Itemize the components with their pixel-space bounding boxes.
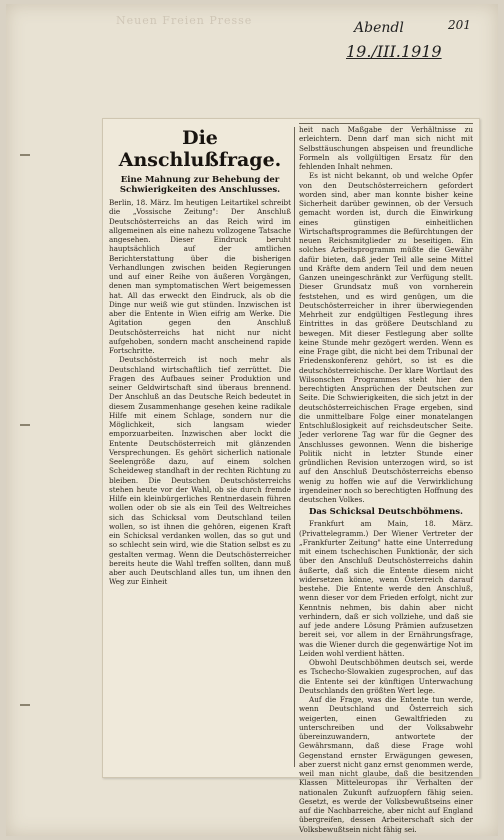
paragraph: Frankfurt am Main, 18. März. (Privattelegramm.) Der Wiener Vertreter der „Frankfurter Zeitung" hatte eine Unterredung mit einem tschechischen Funktionär, der sich über den Anschluß Deutschösterreichs dahin äußerte, daß sich die Entente diesem nicht widersetzen könne, wenn Österreich darauf bestehe. Die Entente werde den Anschluß, wenn dieser vor dem Frieden erfolgt, nicht zur Kenntnis nehmen, bis dahin aber nicht verhindern, daß er sich vollziehe, und daß sie auf jede andere Lösung Prämien aufzusetzen bereit sei, vor allem in der Ernährungsfrage, was die Wiener durch die gegenwärtige Not im Leiden wohl verdient hätten.	[299, 519, 473, 658]
paragraph: Auf die Frage, was die Entente tun werde, wenn Deutschland und Österreich sich weigerten, einen Gewaltfrieden zu unterschreiben und der Volksabwehr übereinzuwandern, antwortete der Gewährsmann, daß diese Frage wohl Gegenstand ernster Erwägungen gewesen, aber zuerst nicht ganz ernst genommen werde, weil man nicht glaube, daß die besitzenden Klassen Mitteleuropas ihr Verhalten der nationalen Zukunft aufzuopfern fähig seien. Gesetzt, es werde der Volksbewußtseins einer auf die Nachbarreiche, aber nicht auf England übergreifen, dessen Arbeiterschaft sich der Volksbewußtsein nicht fähig sei.	[299, 695, 473, 834]
paragraph: heit nach Maßgabe der Verhältnisse zu erleichtern. Denn darf man sich nicht mit Selbsttäuschungen abspeisen und freundliche Formeln als vollgültigen Ersatz für den fehlenden Inhalt nehmen.	[299, 125, 473, 171]
paragraph: Berlin, 18. März. Im heutigen Leitartikel schreibt die „Vossische Zeitung": Der Anschluß Deutschösterreichs an das Reich wird im allgemeinen als eine nahezu vollzogene Tatsache angesehen. Dieser Eindruck beruht hauptsächlich auf der amtlichen Berichterstattung über die bisherigen Verhandlungen zwischen beiden Regierungen und auf einer Reihe von äußeren Vorgängen, denen man symptomatischen Wert beigemessen hat. All das erweckt den Eindruck, als ob die Dinge nur weiß wie gut stünden. Inzwischen ist aber die Entente in Wien eifrig am Werke. Die Agitation gegen den Anschluß Deutschösterreichs hat nicht nur nicht aufgehoben, sondern macht anscheinend rapide Fortschritte.	[109, 198, 291, 355]
top-rule	[299, 123, 473, 124]
margin-mark	[20, 154, 30, 156]
article-headline: Die Anschlußfrage.	[118, 127, 282, 171]
faint-masthead: Neuen Freien Presse	[116, 14, 253, 27]
newspaper-clipping	[102, 118, 480, 834]
paragraph: Obwohl Deutschböhmen deutsch sei, werde es Tschecho-Slowakien zugesprochen, auf das die Entente sei der künftigen Unterwachung Deutschlands den größten Wert lege.	[299, 658, 473, 695]
right-column	[299, 125, 473, 834]
handwritten-date: 19./III.1919	[346, 42, 442, 61]
paragraph: Deutschösterreich ist noch mehr als Deutschland wirtschaftlich tief zerrüttet. Die Fragen des Aufbaues seiner Produktion und seiner Geldwirtschaft sind überaus brennend. Der Anschluß an das Deutsche Reich bedeutet in diesem Zusammenhange gesehen keine radikale Hilfe mit einem Schlage, sondern nur die Möglichkeit, sich langsam wieder emporzuarbeiten. Inzwischen aber lockt die Entente Deutschösterreich mit glänzenden Versprechungen. Es gehört sicherlich nationale Seelengröße dazu, auf einem solchen Scheideweg standhaft in der rechten Richtung zu bleiben. Die Deutschen Deutschösterreichs stehen heute vor der Wahl, ob sie durch fremde Hilfe ein kleinbürgerliches Rentnerdasein führen wollen oder ob sie als ein Teil des Weltreiches sich das Schicksal vom Deutschland teilen wollen, so ist ihnen die gehören, eigenen Kraft ein Schicksal verdanken wollen, das so gut und so schlecht sein wird, wie die Station selbst es zu gestalten vermag. Wenn die Deutschösterreicher bereits heute die Wahl treffen sollten, dann muß aber auch Deutschland alles tun, um ihnen den Weg zur Einheit	[109, 355, 291, 587]
section-title: Das Schicksal Deutschböhmens.	[308, 507, 464, 518]
margin-mark	[20, 424, 30, 426]
handwritten-author-note: Abendl	[354, 20, 404, 36]
column-rule	[294, 127, 295, 767]
margin-mark	[20, 704, 30, 706]
left-column	[109, 125, 291, 769]
article-subheadline: Eine Mahnung zur Behebung der Schwierigkeiten des Anschlusses.	[119, 175, 281, 195]
paragraph: Es ist nicht bekannt, ob und welche Opfer von den Deutschösterreichern gefordert worden sind, aber man konnte bisher keine Sicherheit darüber gewinnen, ob der Versuch gemacht worden ist, durch die Einwirkung eines günstigen einheitlichen Wirtschaftsprogrammes die Befürchtungen der neuen Reichsmitglieder zu beseitigen. Ein solches Arbeitsprogramm müßte die Gewähr dafür bieten, daß jeder Teil alle seine Mittel und Kräfte dem andern Teil und dem neuen Ganzen uneingeschränkt zur Verfügung stellt. Dieser Grundsatz muß von vornherein feststehen, und es wird genügen, um die Deutschösterreicher in ihrer überwiegenden Mehrheit zur endgültigen Festlegung ihres Eintrittes in das größere Deutschland zu bewegen. Mit dieser Festlegung aber sollte keine Stunde mehr gezögert werden. Wenn es eine Frage gibt, die nicht bei dem Tribunal der Friedenskonferenz gehört, so ist es die deutschösterreichische. Der klare Wortlaut des Wilsonschen Programmes steht hier den berechtigten Ansprüchen der Deutschen zur Seite. Die Schwierigkeiten, die sich jetzt in der deutschösterreichischen Frage ergeben, sind die unmittelbare Folge einer monatelangen Entschlußlosigkeit auf reichsdeutscher Seite. Jeder verlorene Tag war für die Gegner des Anschlusses gewonnen. Wenn die bisherige Politik nicht in letzter Stunde einer gründlichen Revision unterzogen wird, so ist auf den Anschluß Deutschösterreichs ebenso wenig zu hoffen wie auf die Verwirklichung irgendeiner noch so berechtigten Hoffnung des deutschen Volkes.	[299, 171, 473, 504]
handwritten-page-number: 201	[448, 18, 471, 32]
